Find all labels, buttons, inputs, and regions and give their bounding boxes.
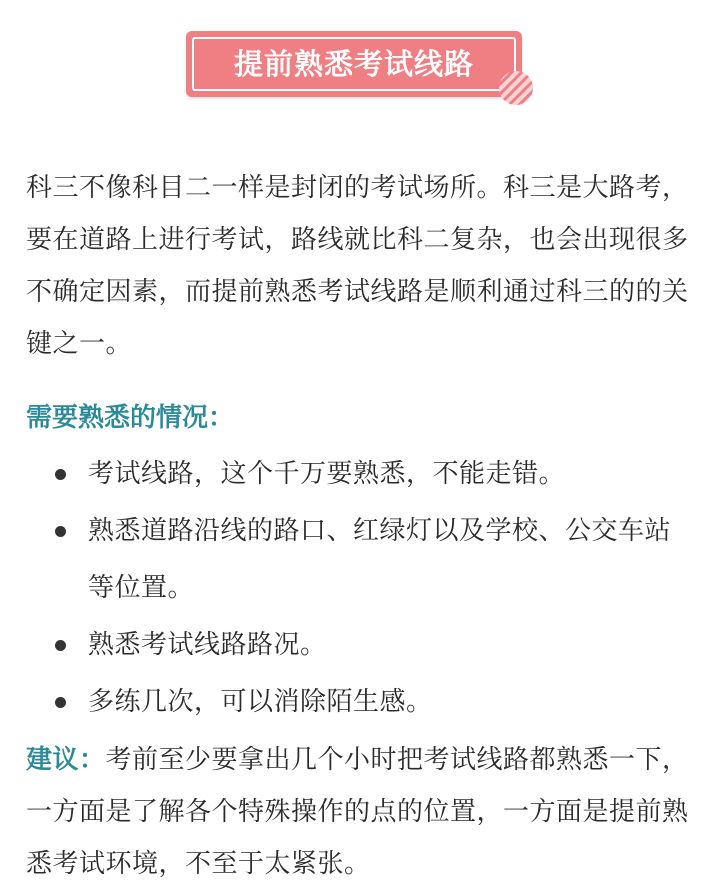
striped-circle-decoration: [496, 68, 536, 108]
banner-title: 提前熟悉考试线路: [233, 47, 474, 81]
list-item: [0, 446, 688, 503]
list-item: [0, 674, 688, 731]
bullet-list: [0, 446, 720, 731]
bullet-dot-icon: [55, 469, 66, 480]
advice-label: 建议：: [26, 745, 106, 775]
advice-paragraph: [26, 734, 698, 890]
advice-text: 考前至少要拿出几个小时把考试线路都熟悉一下，一方面是了解各个特殊操作的点的位置，一方面是提前熟悉考试环境，不至于太紧张。: [26, 745, 689, 879]
bullet-dot-icon: [55, 640, 66, 651]
list-item-text: 熟悉考试线路路况。: [88, 630, 327, 660]
list-item-text: 多练几次，可以消除陌生感。: [88, 687, 433, 717]
list-item: [0, 617, 688, 674]
section-heading: 需要熟悉的情况：: [26, 403, 235, 433]
intro-paragraph: 科三不像科目二一样是封闭的考试场所。科三是大路考，要在道路上进行考试，路线就比科二复杂，也会出现很多不确定因素，而提前熟悉考试线路是顺利通过科三的的关键之一。: [26, 173, 689, 359]
bullet-dot-icon: [55, 526, 66, 537]
list-item-text: 考试线路，这个千万要熟悉，不能走错。: [88, 459, 566, 489]
title-banner: [186, 31, 522, 97]
list-item: [0, 503, 688, 617]
bullet-dot-icon: [55, 697, 66, 708]
list-item-text: 熟悉道路沿线的路口、红绿灯以及学校、公交车站等位置。: [88, 516, 672, 603]
